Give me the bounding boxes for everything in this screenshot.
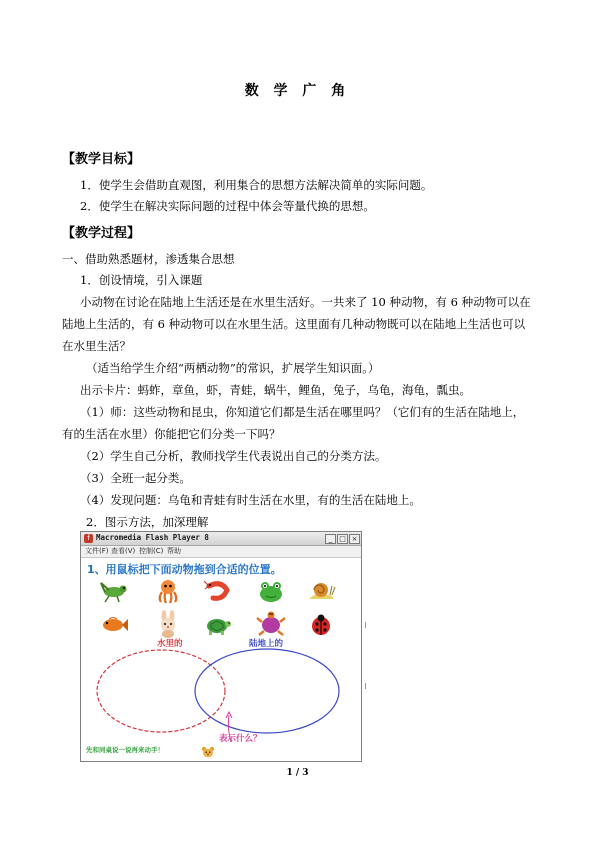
window-title: Macromedia Flash Player 8 [96,533,209,542]
paragraph-line: （2）学生自己分析，教师找学生代表说出自己的分类方法。 [80,449,387,463]
paragraph-line: 有的生活在水里）你能把它们分类一下吗？ [62,427,281,441]
flash-stage [81,558,361,761]
process-heading: 【教学过程】 [62,226,141,241]
hint-text: 先和同桌说一说再来动手！ [86,746,164,754]
window-titlebar [81,532,361,546]
land-set-label: 陆地上的 [249,639,284,649]
side-tick [365,683,366,689]
document-title: 数 学 广 角 [244,83,351,99]
paragraph-line: （4）发现问题：乌龟和青蛙有时生活在水里，有的生活在陆地上。 [80,493,421,507]
intersection-question: 表示什么？ [219,734,262,744]
close-button[interactable]: × [349,534,360,544]
goal-2: 2．使学生在解决实际问题的过程中体会等量代换的思想。 [80,199,375,213]
paragraph-line: （适当给学生介绍“两栖动物”的常识，扩展学生知识面。） [86,361,380,375]
flash-app-icon: f [84,534,93,543]
menu-view[interactable]: 查看(V) [111,547,136,555]
side-tick [365,622,366,628]
goal-1: 1．使学生会借助直观图，利用集合的思想方法解决简单的实际问题。 [80,178,433,192]
page-number: 1 / 3 [286,768,309,778]
paragraph-line: 陆地上生活的，有 6 种动物可以在水里生活。这里面有几种动物既可以在陆地上生活也可以 [62,317,526,331]
maximize-button[interactable]: □ [337,534,348,544]
venn-diagram [81,558,361,761]
land-set-ellipse [195,649,339,733]
paragraph-line: 出示卡片：蚂蚱，章鱼，虾，青蛙，蜗牛，鲤鱼，兔子，乌龟，海龟，瓢虫。 [80,383,471,397]
water-set-label: 水里的 [157,639,183,649]
paragraph-line: （3）全班一起分类。 [80,471,191,485]
paragraph-line: 小动物在讨论在陆地上生活还是在水里生活好。一共来了 10 种动物，有 6 种动物可以在 [80,295,531,309]
water-set-ellipse [97,650,225,732]
menu-control[interactable]: 控制(C) [139,547,164,555]
goals-heading: 【教学目标】 [62,152,141,167]
minimize-button[interactable]: _ [325,534,336,544]
menu-bar [81,546,361,558]
part1-heading: 一、借助熟悉题材，渗透集合思想 [62,252,235,266]
menu-help[interactable]: 帮助 [167,547,181,555]
menu-file[interactable]: 文件(F) [85,547,109,555]
paragraph-line: 在水里生活？ [62,339,131,353]
bear-icon [201,743,215,762]
step1-heading: 1．创设情境，引入课题 [80,273,203,287]
flash-player-window [80,531,362,762]
paragraph-line: （1）师：这些动物和昆虫，你知道它们都是生活在哪里吗？（它们有的生活在陆地上， [80,405,525,419]
instruction-text: 1、用鼠标把下面动物拖到合适的位置。 [87,563,282,576]
step2-heading: 2．图示方法，加深理解 [86,515,209,529]
